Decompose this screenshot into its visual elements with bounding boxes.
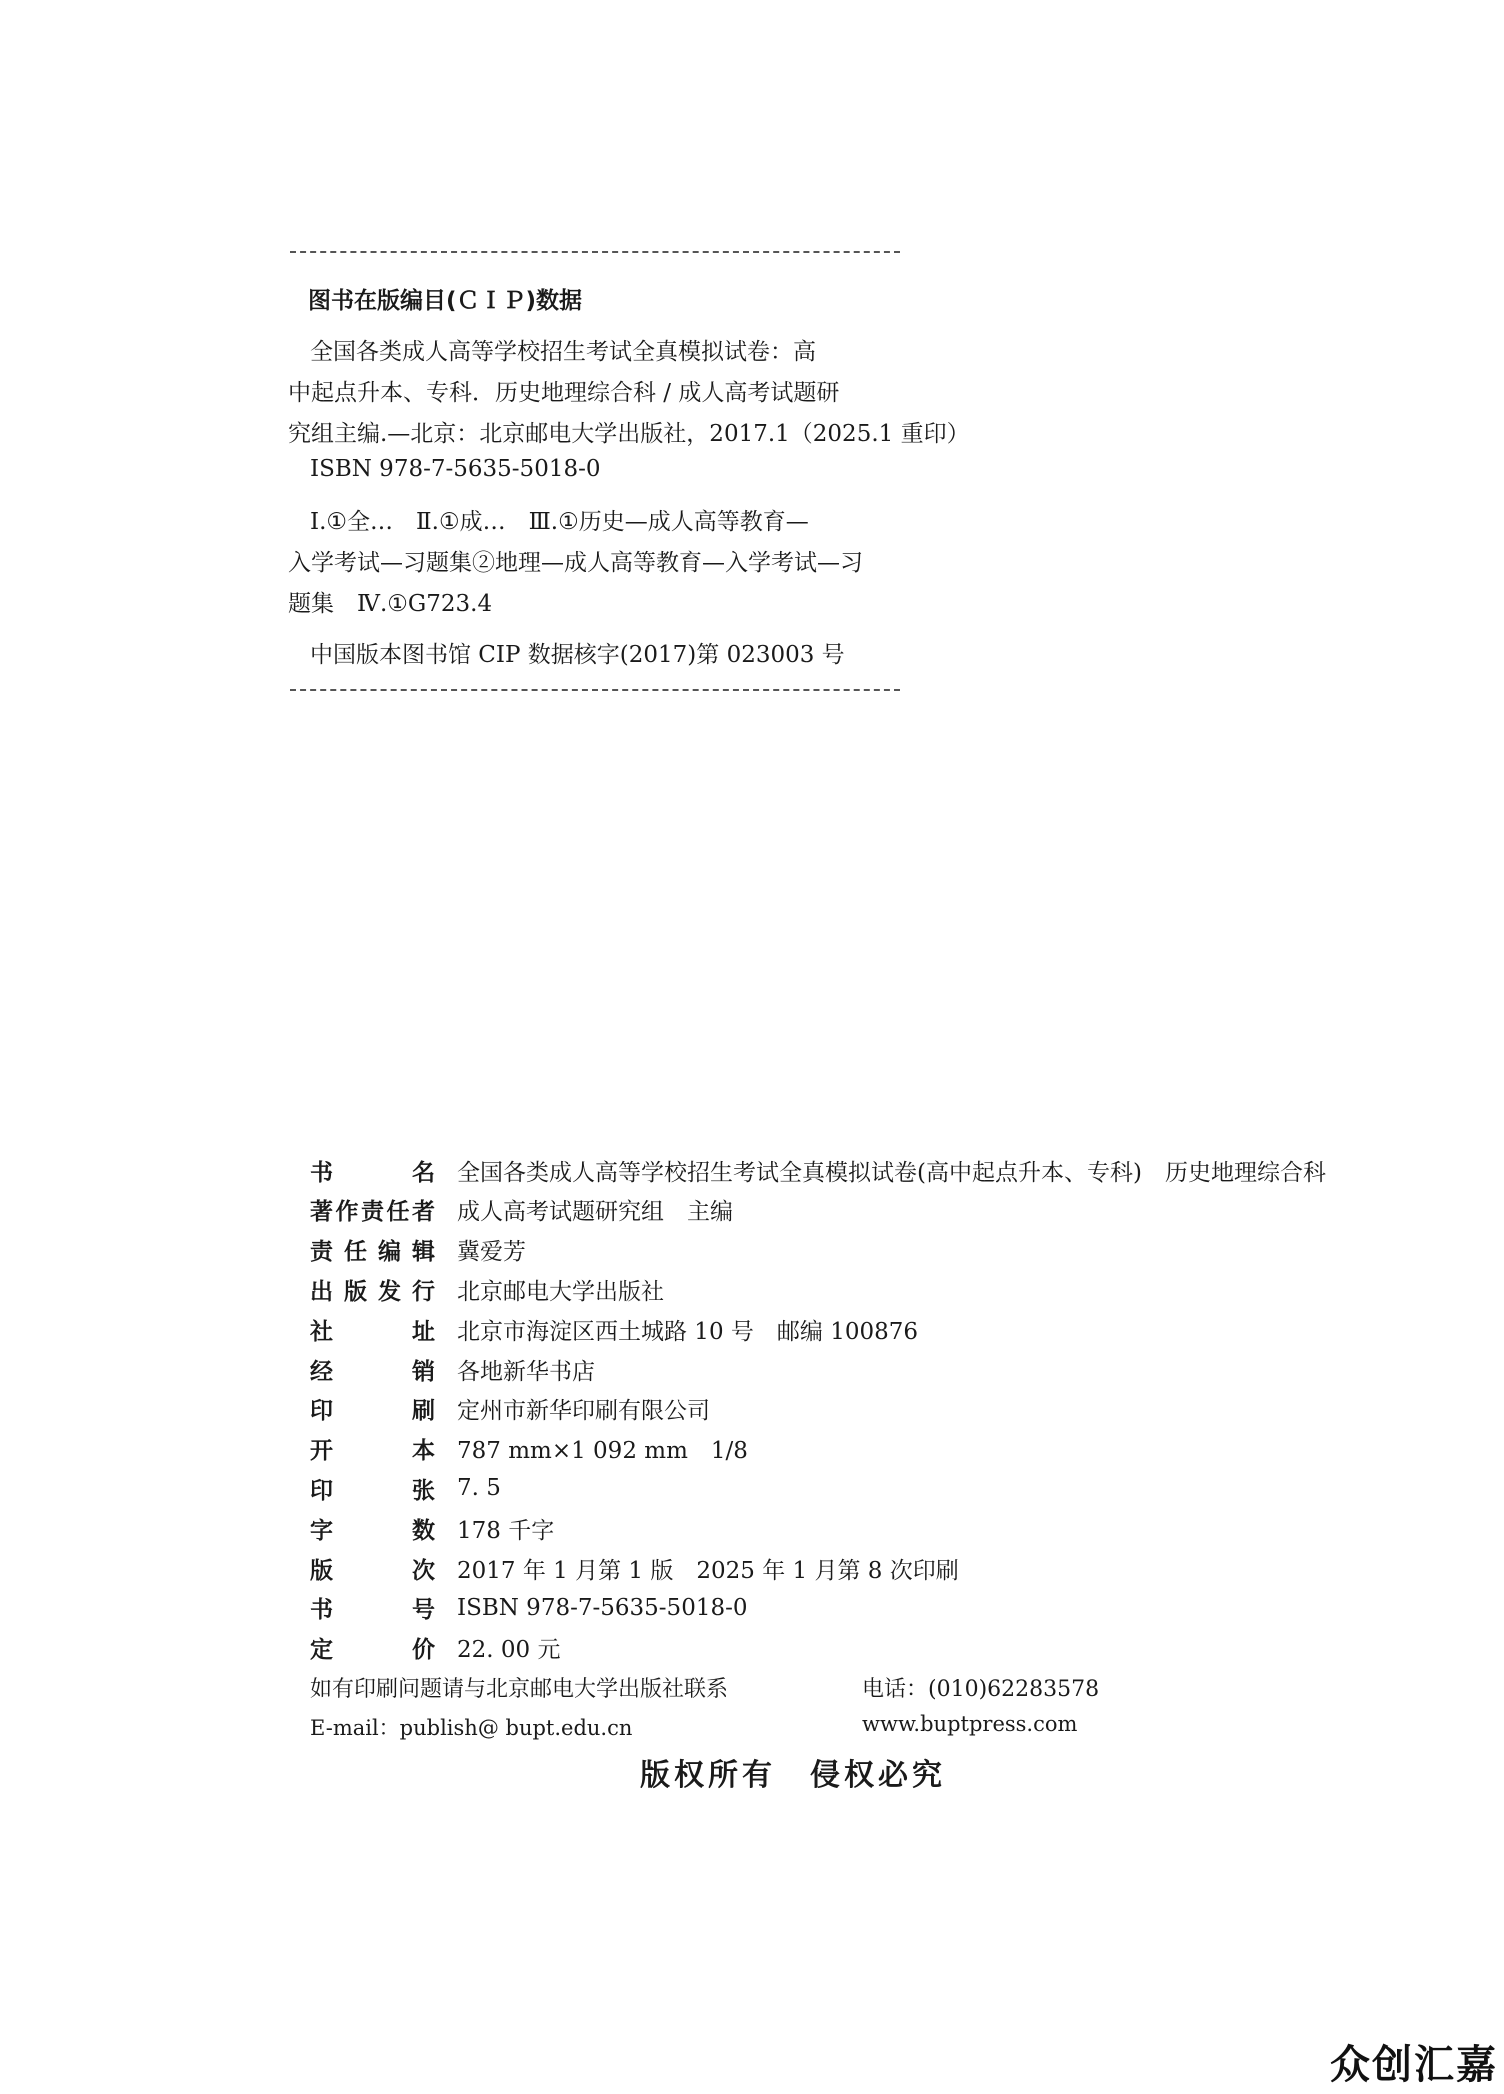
book-info-label bbox=[310, 1432, 435, 1465]
book-info-label bbox=[310, 1631, 435, 1664]
book-info-row bbox=[310, 1152, 1326, 1188]
book-info-row bbox=[310, 1232, 526, 1268]
book-info-row bbox=[310, 1431, 748, 1467]
label-char: 出 bbox=[310, 1278, 333, 1305]
cip-line: 究组主编.—北京：北京邮电大学出版社，2017.1（2025.1 重印） bbox=[288, 421, 970, 447]
book-info-value: 定州市新华印刷有限公司 bbox=[457, 1398, 710, 1425]
label-char: 版 bbox=[344, 1278, 367, 1305]
book-info-label bbox=[310, 1313, 435, 1346]
website-url: www.buptpress.com bbox=[862, 1712, 1078, 1736]
cip-isbn: ISBN 978-7-5635-5018-0 bbox=[310, 456, 601, 482]
book-info-value: ISBN 978-7-5635-5018-0 bbox=[457, 1594, 748, 1621]
book-info-value: 冀爱芳 bbox=[457, 1239, 526, 1266]
label-char: 销 bbox=[412, 1358, 435, 1385]
label-char: 经 bbox=[310, 1358, 333, 1385]
label-char: 数 bbox=[412, 1517, 435, 1544]
book-info-value: 全国各类成人高等学校招生考试全真模拟试卷(高中起点升本、专科) 历史地理综合科 bbox=[457, 1159, 1326, 1186]
book-info-value: 22. 00 元 bbox=[457, 1637, 561, 1664]
cip-line: 中起点升本、专科．历史地理综合科 / 成人高考试题研 bbox=[288, 380, 840, 406]
label-char: 行 bbox=[412, 1278, 435, 1305]
print-issue-notice: 如有印刷问题请与北京邮电大学出版社联系 bbox=[310, 1677, 729, 1702]
label-char: 印 bbox=[310, 1477, 333, 1504]
label-char: 开 bbox=[310, 1438, 333, 1465]
book-info-row bbox=[310, 1470, 501, 1506]
label-char: 编 bbox=[378, 1239, 401, 1266]
cip-line: 全国各类成人高等学校招生考试全真模拟试卷：高 bbox=[310, 339, 816, 365]
label-char: 任 bbox=[386, 1199, 410, 1226]
book-info-row bbox=[310, 1271, 664, 1307]
book-info-label bbox=[310, 1552, 435, 1585]
copyright-notice: 版权所有 侵权必究 bbox=[640, 1758, 946, 1793]
label-char: 号 bbox=[412, 1597, 435, 1624]
label-char: 刷 bbox=[412, 1398, 435, 1425]
book-info-value: 178 千字 bbox=[457, 1517, 555, 1544]
cip-record-number: 中国版本图书馆 CIP 数据核字(2017)第 023003 号 bbox=[310, 642, 845, 668]
book-info-row bbox=[310, 1510, 554, 1546]
book-info-value: 各地新华书店 bbox=[457, 1358, 595, 1385]
book-info-row bbox=[310, 1391, 710, 1427]
book-info-value: 北京市海淀区西土城路 10 号 邮编 100876 bbox=[457, 1318, 918, 1345]
cip-line: 入学考试—习题集②地理—成人高等教育—入学考试—习 bbox=[288, 550, 863, 576]
book-info-label bbox=[310, 1233, 435, 1266]
label-char: 著 bbox=[310, 1199, 333, 1226]
book-info-row bbox=[310, 1192, 733, 1228]
label-char: 名 bbox=[412, 1159, 435, 1186]
cip-line: 题集 Ⅳ.①G723.4 bbox=[288, 591, 493, 617]
cip-title: 图书在版编目(ＣＩＰ)数据 bbox=[308, 288, 583, 314]
book-info-row bbox=[310, 1590, 748, 1626]
label-char: 作 bbox=[335, 1199, 359, 1226]
label-char: 张 bbox=[412, 1477, 435, 1504]
book-info-label bbox=[310, 1193, 435, 1226]
label-char: 任 bbox=[344, 1239, 367, 1266]
label-char: 印 bbox=[310, 1398, 333, 1425]
book-info-label bbox=[310, 1273, 435, 1306]
book-info-value: 2017 年 1 月第 1 版 2025 年 1 月第 8 次印刷 bbox=[457, 1557, 959, 1584]
label-char: 价 bbox=[412, 1637, 435, 1664]
label-char: 字 bbox=[310, 1517, 333, 1544]
label-char: 社 bbox=[310, 1318, 333, 1345]
label-char: 次 bbox=[412, 1557, 435, 1584]
label-char: 辑 bbox=[412, 1239, 435, 1266]
label-char: 定 bbox=[310, 1637, 333, 1664]
watermark-logo: 众创汇嘉 bbox=[1330, 2042, 1498, 2088]
book-info-label bbox=[310, 1154, 435, 1187]
cip-bottom-divider bbox=[290, 689, 900, 691]
label-char: 责 bbox=[310, 1239, 333, 1266]
book-info-label bbox=[310, 1392, 435, 1425]
cip-top-divider bbox=[290, 251, 900, 253]
label-char: 书 bbox=[310, 1597, 333, 1624]
book-info-value: 成人高考试题研究组 主编 bbox=[457, 1199, 733, 1226]
label-char: 者 bbox=[412, 1199, 435, 1226]
book-info-row bbox=[310, 1630, 560, 1666]
book-info-value: 787 mm×1 092 mm 1/8 bbox=[457, 1438, 748, 1465]
cip-line: Ⅰ.①全… Ⅱ.①成… Ⅲ.①历史—成人高等教育— bbox=[310, 509, 809, 535]
book-info-value: 北京邮电大学出版社 bbox=[457, 1278, 664, 1305]
label-char: 书 bbox=[310, 1159, 333, 1186]
book-info-label bbox=[310, 1353, 435, 1386]
book-info-label bbox=[310, 1591, 435, 1624]
book-info-value: 7. 5 bbox=[457, 1475, 501, 1502]
phone-number: 电话：(010)62283578 bbox=[862, 1677, 1100, 1702]
label-char: 版 bbox=[310, 1557, 333, 1584]
book-info-label bbox=[310, 1472, 435, 1505]
email-address: E-mail：publish@ bupt.edu.cn bbox=[310, 1716, 633, 1740]
label-char: 发 bbox=[378, 1278, 401, 1305]
book-info-row bbox=[310, 1311, 918, 1347]
label-char: 址 bbox=[412, 1318, 435, 1345]
book-info-label bbox=[310, 1512, 435, 1545]
book-info-row bbox=[310, 1351, 595, 1387]
label-char: 责 bbox=[361, 1199, 384, 1226]
book-info-row bbox=[310, 1550, 959, 1586]
label-char: 本 bbox=[412, 1438, 435, 1465]
